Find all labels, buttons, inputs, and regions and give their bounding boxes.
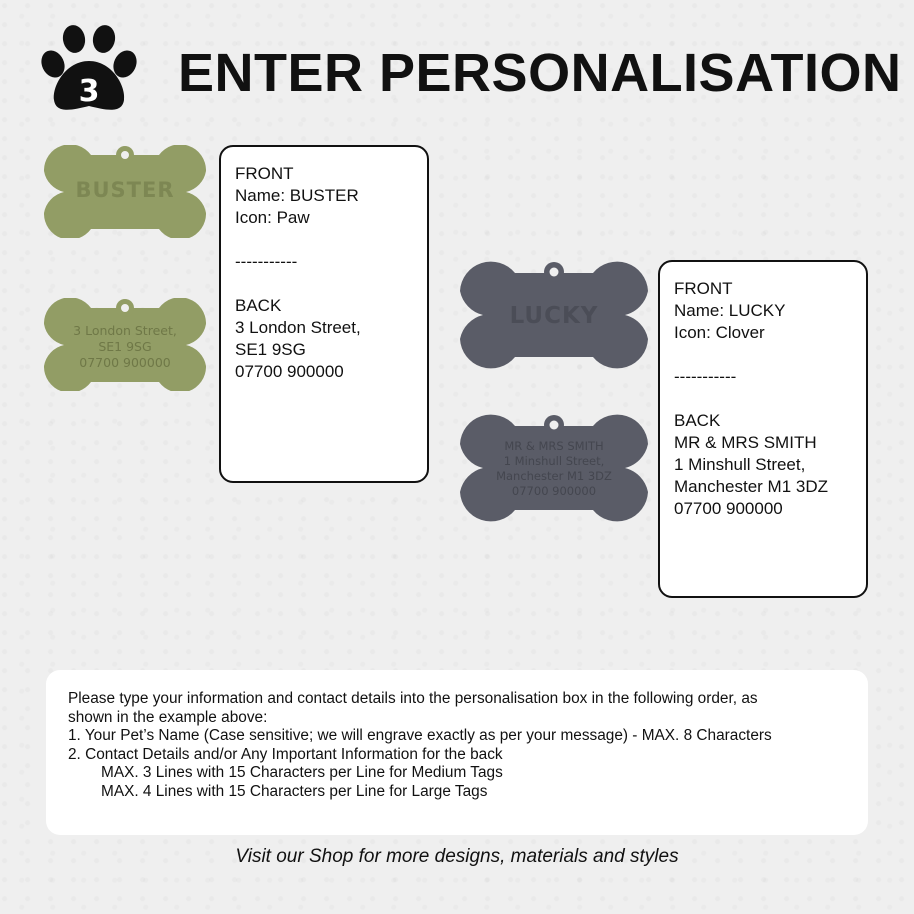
page-title: ENTER PERSONALISATION bbox=[178, 43, 902, 103]
card-back-line: 07700 900000 bbox=[674, 499, 783, 518]
instruction-line: Please type your information and contact details into the personalisation box in the following order, as bbox=[68, 690, 758, 707]
instruction-limit-line: MAX. 3 Lines with 15 Characters per Line for Medium Tags bbox=[101, 764, 503, 782]
card-back-line: 07700 900000 bbox=[235, 362, 344, 381]
tag-back-line: 07700 900000 bbox=[511, 484, 597, 498]
card-name-line: Name: BUSTER bbox=[235, 186, 359, 205]
bone-tag-front bbox=[44, 145, 206, 238]
card-divider: ----------- bbox=[674, 367, 737, 386]
card-icon-line: Icon: Clover bbox=[674, 323, 765, 342]
card-name-line: Name: LUCKY bbox=[674, 301, 786, 320]
instruction-line: 2. Contact Details and/or Any Important Information for the back bbox=[68, 745, 503, 763]
bone-tag-front bbox=[460, 259, 648, 369]
instruction-line: shown in the example above: bbox=[68, 708, 268, 726]
instruction-limit-line: MAX. 4 Lines with 15 Characters per Line for Large Tags bbox=[101, 782, 488, 800]
bone-tag-back bbox=[460, 412, 648, 522]
card-back-heading: BACK bbox=[235, 296, 282, 315]
tag-back-line: 3 London Street, bbox=[73, 323, 177, 338]
instructions-box bbox=[46, 670, 868, 835]
footer-shop-note: Visit our Shop for more designs, materials and styles bbox=[235, 846, 679, 867]
card-back-line: SE1 9SG bbox=[235, 340, 306, 359]
card-divider: ----------- bbox=[235, 252, 298, 271]
card-front-heading: FRONT bbox=[674, 279, 733, 298]
tag-back-line: Manchester M1 3DZ bbox=[496, 469, 612, 483]
bone-tag-back bbox=[44, 298, 206, 391]
example-card-lucky bbox=[658, 260, 868, 598]
example-card-buster bbox=[219, 145, 429, 483]
card-back-line: 3 London Street, bbox=[235, 318, 361, 337]
card-icon-line: Icon: Paw bbox=[235, 208, 310, 227]
card-back-line: Manchester M1 3DZ bbox=[674, 477, 828, 496]
card-front-heading: FRONT bbox=[235, 164, 294, 183]
paw-print-icon bbox=[38, 24, 140, 116]
card-back-line: 1 Minshull Street, bbox=[674, 455, 806, 474]
tag-back-line: 07700 900000 bbox=[79, 355, 171, 370]
tag-name-engraving: BUSTER bbox=[75, 178, 175, 202]
card-back-heading: BACK bbox=[674, 411, 721, 430]
tag-back-line: 1 Minshull Street, bbox=[503, 454, 605, 468]
tag-back-line: SE1 9SG bbox=[98, 339, 152, 354]
tag-back-line: MR & MRS SMITH bbox=[504, 439, 604, 453]
tag-name-engraving: LUCKY bbox=[509, 303, 599, 329]
step-number: 3 bbox=[78, 74, 100, 109]
card-back-line: MR & MRS SMITH bbox=[674, 433, 817, 452]
instruction-line: 1. Your Pet’s Name (Case sensitive; we will engrave exactly as per your message) - MAX. 8 Characters bbox=[68, 727, 772, 745]
